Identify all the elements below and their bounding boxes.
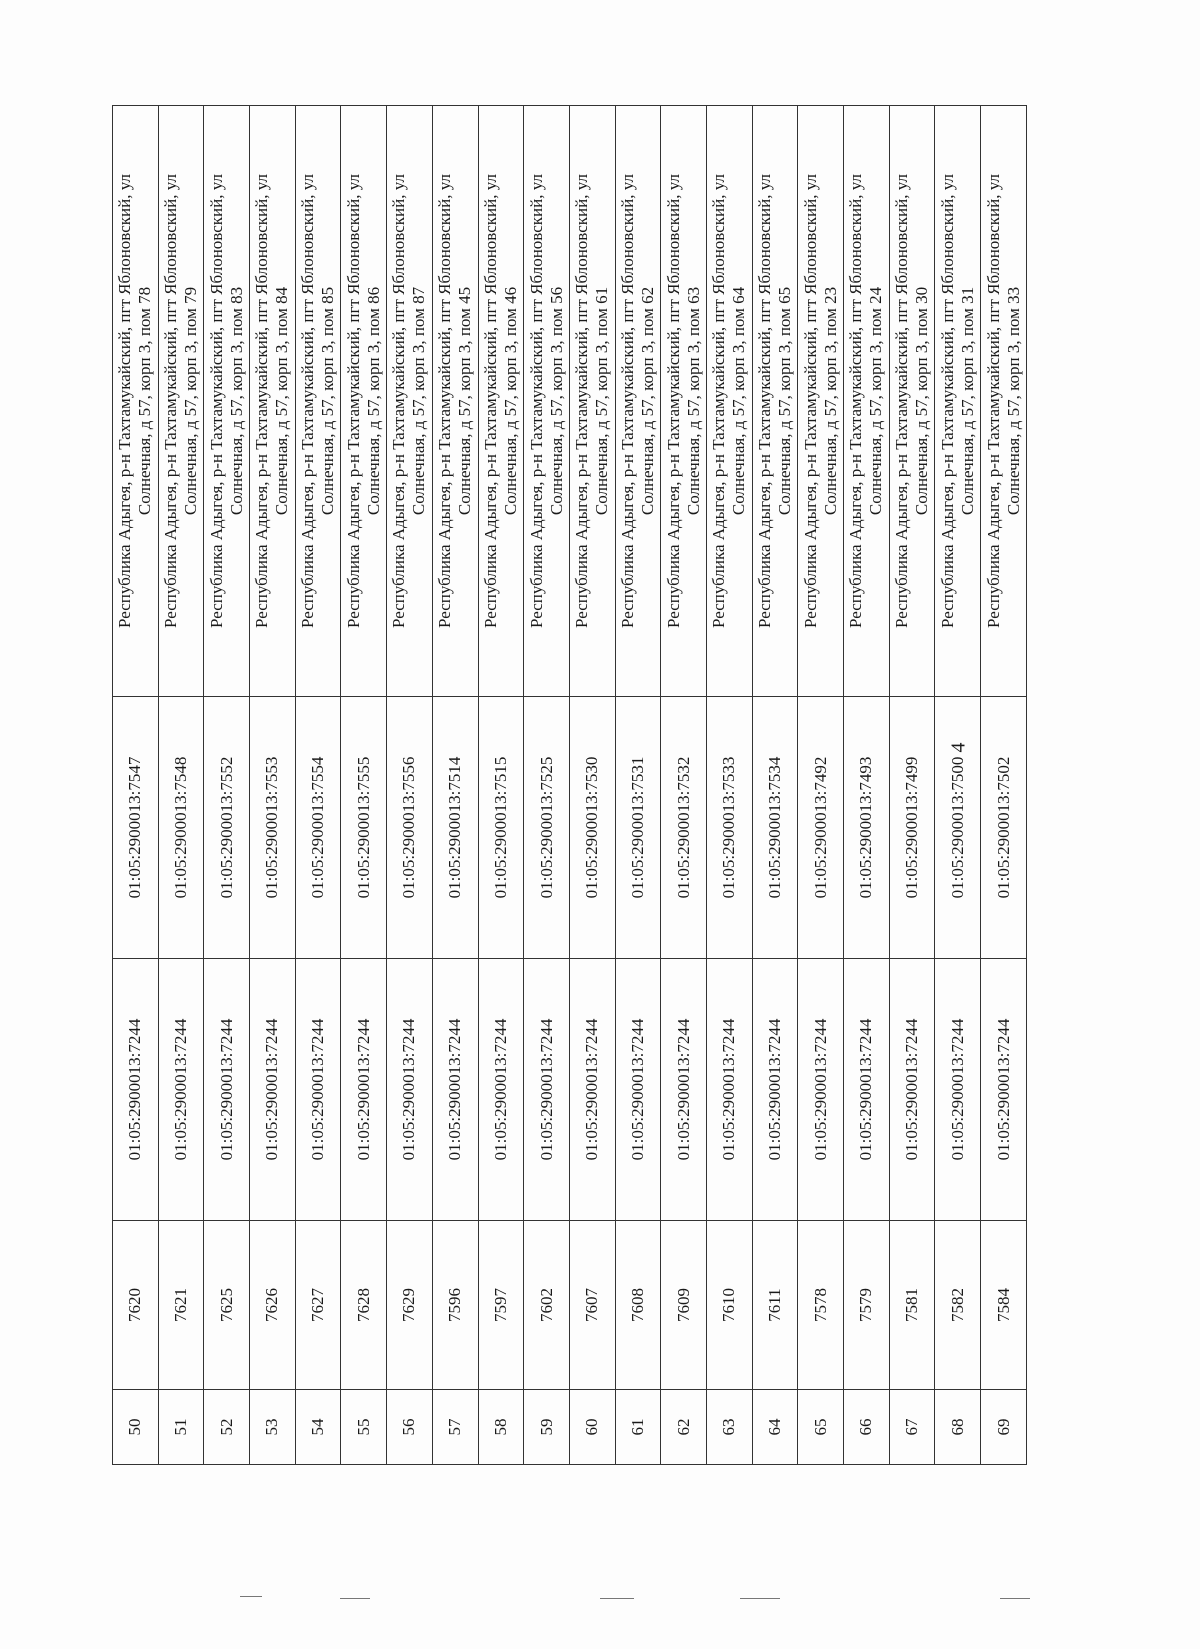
record-id-cell: 7602 [524, 1221, 570, 1390]
record-id-cell: 7584 [981, 1221, 1027, 1390]
cadastral-number-cell: 01:05:2900013:7548 [158, 697, 204, 959]
address-line-1: Республика Адыгея, р-н Тахтамукайский, пгт Яблоновский, ул [115, 174, 135, 628]
address-line-1: Республика Адыгея, р-н Тахтамукайский, пгт Яблоновский, ул [617, 174, 637, 628]
row-number-cell: 55 [341, 1390, 387, 1465]
address-line-2: Солнечная, д 57, корп 3, пом 83 [226, 286, 246, 516]
parent-cadastral-number-cell: 01:05:2900013:7244 [524, 959, 570, 1221]
record-id-cell: 7627 [295, 1221, 341, 1390]
parent-cadastral-number-cell: 01:05:2900013:7244 [844, 959, 890, 1221]
address-cell [341, 106, 387, 697]
table-row [935, 106, 981, 1465]
row-number-cell: 61 [615, 1390, 661, 1465]
row-number-cell: 67 [889, 1390, 935, 1465]
cadastral-number-cell: 01:05:2900013:7547 [113, 697, 159, 959]
cadastral-number-cell: 01:05:2900013:7530 [569, 697, 615, 959]
address-cell [889, 106, 935, 697]
table-row [798, 106, 844, 1465]
row-number-cell: 68 [935, 1390, 981, 1465]
address-line-2: Солнечная, д 57, корп 3, пом 84 [272, 286, 292, 516]
record-id-cell: 7582 [935, 1221, 981, 1390]
address-line-1: Республика Адыгея, р-н Тахтамукайский, пгт Яблоновский, ул [983, 174, 1003, 628]
record-id-cell: 7629 [387, 1221, 433, 1390]
row-number-cell: 51 [158, 1390, 204, 1465]
cadastral-number-cell: 01:05:2900013:7499 [889, 697, 935, 959]
address-cell [295, 106, 341, 697]
parent-cadastral-number-cell: 01:05:2900013:7244 [387, 959, 433, 1221]
row-number-cell: 66 [844, 1390, 890, 1465]
record-id-cell: 7625 [204, 1221, 250, 1390]
cadastral-number-cell: 01:05:2900013:7556 [387, 697, 433, 959]
row-number-cell: 59 [524, 1390, 570, 1465]
record-id-cell: 7610 [706, 1221, 752, 1390]
scan-artifact [600, 1598, 634, 1599]
address-cell [798, 106, 844, 697]
table-row [661, 106, 707, 1465]
cadastral-number-cell: 01:05:2900013:7514 [432, 697, 478, 959]
record-id-cell: 7578 [798, 1221, 844, 1390]
cadastral-number-cell: 01:05:2900013:7515 [478, 697, 524, 959]
table-row [387, 106, 433, 1465]
address-line-2: Солнечная, д 57, корп 3, пом 87 [409, 286, 429, 516]
row-number-cell: 54 [295, 1390, 341, 1465]
cadastral-number-cell: 01:05:2900013:7532 [661, 697, 707, 959]
cadastral-number-cell: 01:05:2900013:7533 [706, 697, 752, 959]
address-line-2: Солнечная, д 57, корп 3, пом 46 [500, 286, 520, 516]
address-line-1: Республика Адыгея, р-н Тахтамукайский, пгт Яблоновский, ул [161, 174, 181, 628]
cadastral-number-cell: 01:05:2900013:7531 [615, 697, 661, 959]
address-line-2: Солнечная, д 57, корп 3, пом 86 [363, 286, 383, 516]
row-number-cell: 52 [204, 1390, 250, 1465]
address-line-1: Республика Адыгея, р-н Тахтамукайский, пгт Яблоновский, ул [846, 174, 866, 628]
table-row [844, 106, 890, 1465]
row-number-cell: 69 [981, 1390, 1027, 1465]
address-line-1: Республика Адыгея, р-н Тахтамукайский, пгт Яблоновский, ул [252, 174, 272, 628]
parent-cadastral-number-cell: 01:05:2900013:7244 [113, 959, 159, 1221]
parent-cadastral-number-cell: 01:05:2900013:7244 [478, 959, 524, 1221]
address-line-2: Солнечная, д 57, корп 3, пом 30 [912, 286, 932, 516]
address-line-2: Солнечная, д 57, корп 3, пом 61 [592, 286, 612, 516]
row-number-cell: 58 [478, 1390, 524, 1465]
page-number: 4 [947, 742, 970, 753]
cadastral-number-cell: 01:05:2900013:7534 [752, 697, 798, 959]
address-cell [661, 106, 707, 697]
record-id-cell: 7626 [250, 1221, 296, 1390]
row-number-cell: 64 [752, 1390, 798, 1465]
table-row [113, 106, 159, 1465]
address-line-1: Республика Адыгея, р-н Тахтамукайский, пгт Яблоновский, ул [663, 174, 683, 628]
parent-cadastral-number-cell: 01:05:2900013:7244 [798, 959, 844, 1221]
address-line-2: Солнечная, д 57, корп 3, пом 23 [820, 286, 840, 516]
scan-artifact [740, 1598, 780, 1599]
parent-cadastral-number-cell: 01:05:2900013:7244 [615, 959, 661, 1221]
address-line-2: Солнечная, д 57, корп 3, пом 78 [135, 286, 155, 516]
parent-cadastral-number-cell: 01:05:2900013:7244 [706, 959, 752, 1221]
property-registry-table [112, 105, 1027, 1465]
record-id-cell: 7581 [889, 1221, 935, 1390]
record-id-cell: 7596 [432, 1221, 478, 1390]
address-cell [935, 106, 981, 697]
rotated-table-container [112, 105, 1027, 1465]
parent-cadastral-number-cell: 01:05:2900013:7244 [661, 959, 707, 1221]
address-cell [615, 106, 661, 697]
table-row [432, 106, 478, 1465]
address-line-1: Республика Адыгея, р-н Тахтамукайский, пгт Яблоновский, ул [937, 174, 957, 628]
parent-cadastral-number-cell: 01:05:2900013:7244 [158, 959, 204, 1221]
row-number-cell: 53 [250, 1390, 296, 1465]
parent-cadastral-number-cell: 01:05:2900013:7244 [981, 959, 1027, 1221]
scan-artifact [1000, 1598, 1030, 1599]
table-row [752, 106, 798, 1465]
address-line-2: Солнечная, д 57, корп 3, пом 31 [957, 286, 977, 516]
address-line-1: Республика Адыгея, р-н Тахтамукайский, пгт Яблоновский, ул [298, 174, 318, 628]
parent-cadastral-number-cell: 01:05:2900013:7244 [752, 959, 798, 1221]
record-id-cell: 7608 [615, 1221, 661, 1390]
cadastral-number-cell: 01:05:2900013:7502 [981, 697, 1027, 959]
address-line-1: Республика Адыгея, р-н Тахтамукайский, пгт Яблоновский, ул [754, 174, 774, 628]
table-row [889, 106, 935, 1465]
row-number-cell: 56 [387, 1390, 433, 1465]
parent-cadastral-number-cell: 01:05:2900013:7244 [250, 959, 296, 1221]
record-id-cell: 7609 [661, 1221, 707, 1390]
parent-cadastral-number-cell: 01:05:2900013:7244 [204, 959, 250, 1221]
address-line-2: Солнечная, д 57, корп 3, пом 24 [866, 286, 886, 516]
table-row [524, 106, 570, 1465]
record-id-cell: 7597 [478, 1221, 524, 1390]
row-number-cell: 50 [113, 1390, 159, 1465]
address-cell [158, 106, 204, 697]
cadastral-number-cell: 01:05:2900013:7492 [798, 697, 844, 959]
row-number-cell: 63 [706, 1390, 752, 1465]
table-row [706, 106, 752, 1465]
table-row [615, 106, 661, 1465]
address-cell [524, 106, 570, 697]
cadastral-number-cell: 01:05:2900013:7554 [295, 697, 341, 959]
address-cell [250, 106, 296, 697]
record-id-cell: 7621 [158, 1221, 204, 1390]
address-line-2: Солнечная, д 57, корп 3, пом 45 [455, 286, 475, 516]
address-cell [844, 106, 890, 697]
record-id-cell: 7607 [569, 1221, 615, 1390]
row-number-cell: 57 [432, 1390, 478, 1465]
address-cell [981, 106, 1027, 697]
table-row [341, 106, 387, 1465]
cadastral-number-cell: 01:05:2900013:7555 [341, 697, 387, 959]
cadastral-number-cell: 01:05:2900013:7553 [250, 697, 296, 959]
address-line-2: Солнечная, д 57, корп 3, пом 64 [729, 286, 749, 516]
row-number-cell: 60 [569, 1390, 615, 1465]
address-cell [432, 106, 478, 697]
address-cell [113, 106, 159, 697]
parent-cadastral-number-cell: 01:05:2900013:7244 [889, 959, 935, 1221]
address-line-1: Республика Адыгея, р-н Тахтамукайский, пгт Яблоновский, ул [435, 174, 455, 628]
address-line-1: Республика Адыгея, р-н Тахтамукайский, пгт Яблоновский, ул [892, 174, 912, 628]
address-line-1: Республика Адыгея, р-н Тахтамукайский, пгт Яблоновский, ул [572, 174, 592, 628]
parent-cadastral-number-cell: 01:05:2900013:7244 [935, 959, 981, 1221]
scan-artifact [340, 1598, 370, 1599]
parent-cadastral-number-cell: 01:05:2900013:7244 [341, 959, 387, 1221]
scan-artifact [240, 1596, 262, 1597]
address-cell [752, 106, 798, 697]
table-row [295, 106, 341, 1465]
table-row [981, 106, 1027, 1465]
record-id-cell: 7620 [113, 1221, 159, 1390]
address-line-2: Солнечная, д 57, корп 3, пом 65 [774, 286, 794, 516]
row-number-cell: 62 [661, 1390, 707, 1465]
table-row [158, 106, 204, 1465]
table-row [204, 106, 250, 1465]
address-line-2: Солнечная, д 57, корп 3, пом 63 [683, 286, 703, 516]
table-row [478, 106, 524, 1465]
address-line-2: Солнечная, д 57, корп 3, пом 56 [546, 286, 566, 516]
address-line-2: Солнечная, д 57, корп 3, пом 62 [637, 286, 657, 516]
record-id-cell: 7628 [341, 1221, 387, 1390]
address-line-2: Солнечная, д 57, корп 3, пом 33 [1003, 286, 1023, 516]
address-line-1: Республика Адыгея, р-н Тахтамукайский, пгт Яблоновский, ул [389, 174, 409, 628]
cadastral-number-cell: 01:05:2900013:7493 [844, 697, 890, 959]
address-line-1: Республика Адыгея, р-н Тахтамукайский, пгт Яблоновский, ул [526, 174, 546, 628]
table-row [569, 106, 615, 1465]
address-line-1: Республика Адыгея, р-н Тахтамукайский, пгт Яблоновский, ул [343, 174, 363, 628]
address-cell [387, 106, 433, 697]
row-number-cell: 65 [798, 1390, 844, 1465]
address-cell [204, 106, 250, 697]
address-cell [569, 106, 615, 697]
address-line-1: Республика Адыгея, р-н Тахтамукайский, пгт Яблоновский, ул [206, 174, 226, 628]
address-line-1: Республика Адыгея, р-н Тахтамукайский, пгт Яблоновский, ул [709, 174, 729, 628]
address-cell [478, 106, 524, 697]
table-row [250, 106, 296, 1465]
address-line-1: Республика Адыгея, р-н Тахтамукайский, пгт Яблоновский, ул [800, 174, 820, 628]
address-line-1: Республика Адыгея, р-н Тахтамукайский, пгт Яблоновский, ул [480, 174, 500, 628]
address-line-2: Солнечная, д 57, корп 3, пом 79 [181, 286, 201, 516]
parent-cadastral-number-cell: 01:05:2900013:7244 [295, 959, 341, 1221]
table-body [113, 106, 1027, 1465]
address-line-2: Солнечная, д 57, корп 3, пом 85 [318, 286, 338, 516]
parent-cadastral-number-cell: 01:05:2900013:7244 [569, 959, 615, 1221]
record-id-cell: 7579 [844, 1221, 890, 1390]
address-cell [706, 106, 752, 697]
record-id-cell: 7611 [752, 1221, 798, 1390]
cadastral-number-cell: 01:05:2900013:7500 [935, 697, 981, 959]
parent-cadastral-number-cell: 01:05:2900013:7244 [432, 959, 478, 1221]
cadastral-number-cell: 01:05:2900013:7552 [204, 697, 250, 959]
cadastral-number-cell: 01:05:2900013:7525 [524, 697, 570, 959]
